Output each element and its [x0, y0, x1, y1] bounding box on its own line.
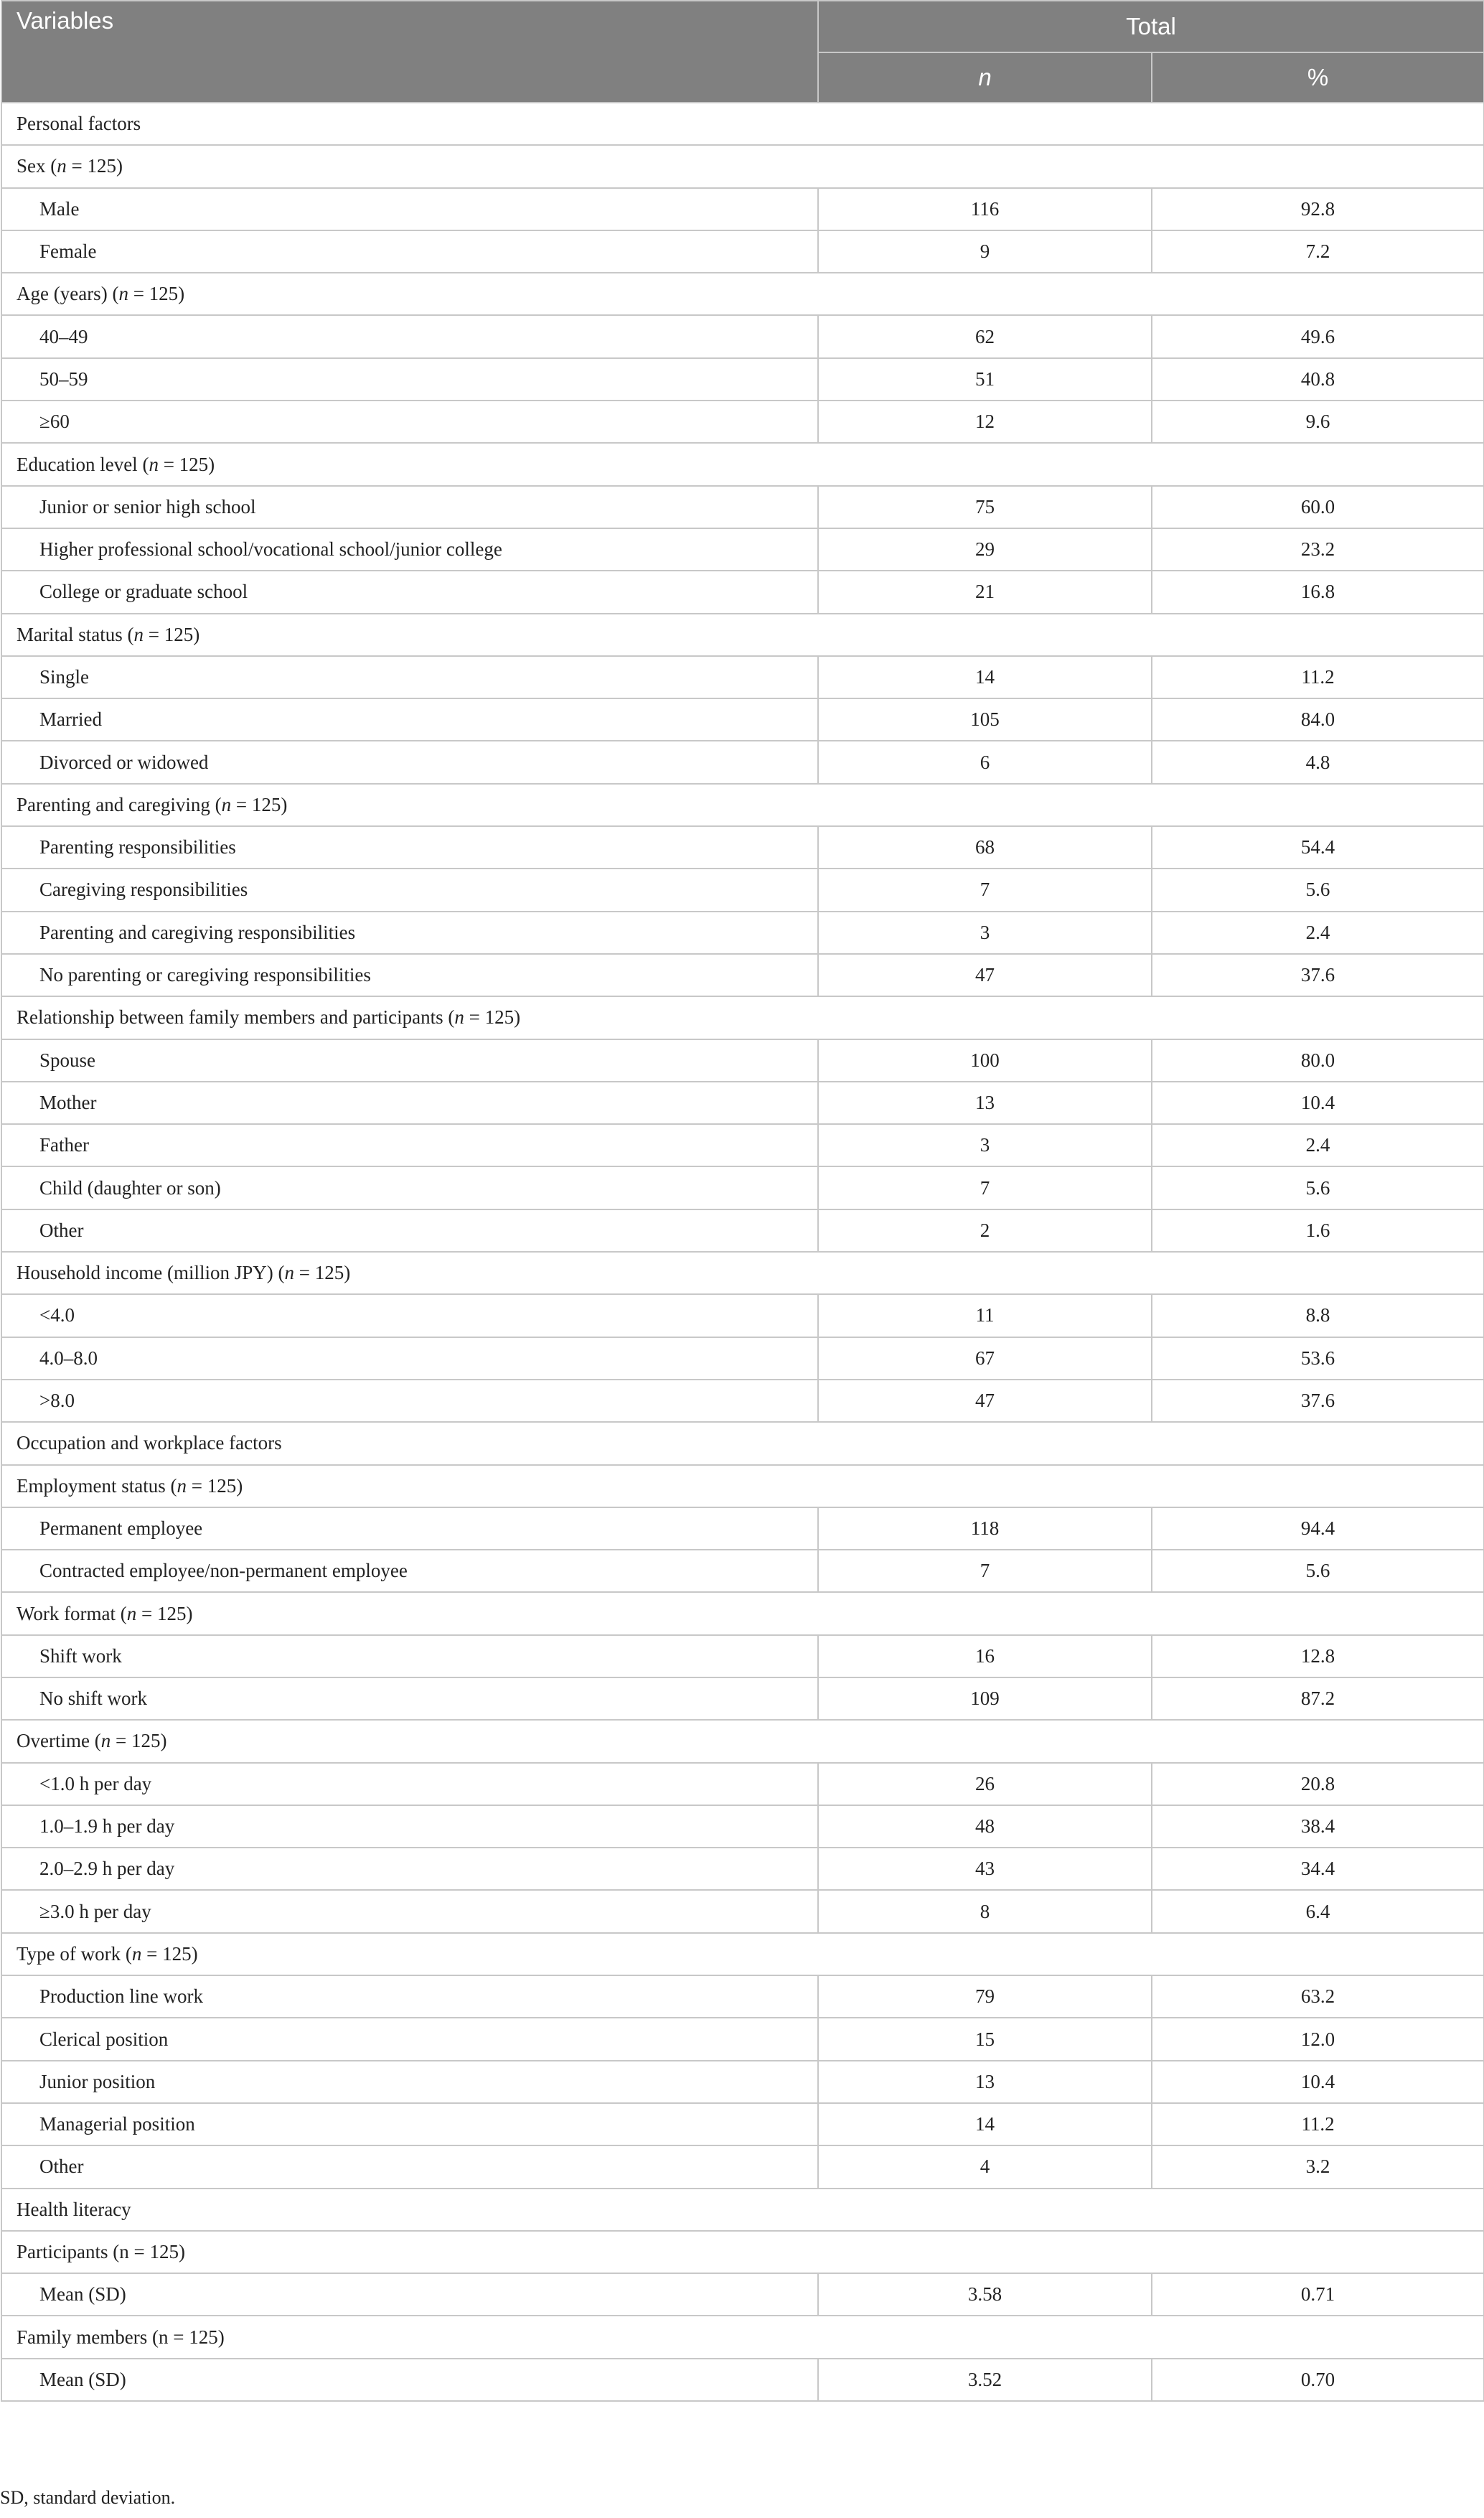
- group-n-prefix: (: [165, 1474, 177, 1497]
- group-n-symbol: n: [126, 1602, 137, 1624]
- row-label: <1.0 h per day: [1, 1763, 818, 1805]
- row-percent-value: 11.2: [1152, 656, 1484, 698]
- row-percent-value: 94.4: [1152, 1507, 1484, 1550]
- row-label: Single: [1, 656, 818, 698]
- row-percent-value: 10.4: [1152, 1082, 1484, 1124]
- row-n-value: 13: [818, 2061, 1152, 2103]
- row-percent-value: 12.8: [1152, 1635, 1484, 1677]
- row-percent-value: 23.2: [1152, 528, 1484, 571]
- group-n-equals: =: [136, 1602, 158, 1624]
- row-label: Female: [1, 230, 818, 273]
- table-row: [1, 1677, 1484, 1720]
- row-label: Mean (SD): [1, 2273, 818, 2316]
- characteristics-table: [1, 0, 1484, 2402]
- row-label: >8.0: [1, 1380, 818, 1422]
- group-n-prefix: (: [210, 793, 222, 815]
- group-label-cell: [1, 2231, 1484, 2273]
- group-label: Type of work: [17, 1942, 121, 1965]
- row-percent-value: 53.6: [1152, 1337, 1484, 1380]
- table-row: [1, 1380, 1484, 1422]
- group-n-suffix: ): [160, 1730, 167, 1752]
- group-n-equals: =: [141, 1942, 163, 1965]
- row-n-value: 47: [818, 1380, 1152, 1422]
- row-n-value: 6: [818, 741, 1152, 783]
- group-n-equals: =: [128, 283, 149, 305]
- group-n-value: 125: [484, 1006, 515, 1029]
- row-percent-value: 0.70: [1152, 2359, 1484, 2401]
- group-n-prefix: (: [147, 2326, 159, 2348]
- row-n-value: 75: [818, 486, 1152, 528]
- row-label: ≥3.0 h per day: [1, 1890, 818, 1932]
- group-header-row: [1, 1252, 1484, 1294]
- row-percent-value: 4.8: [1152, 741, 1484, 783]
- group-n-equals: =: [231, 793, 252, 815]
- row-n-value: 13: [818, 1082, 1152, 1124]
- group-label-cell: [1, 145, 1484, 187]
- group-n-value: 125: [189, 2326, 218, 2348]
- table-row: [1, 1124, 1484, 1166]
- table-row: [1, 1805, 1484, 1848]
- total-header: Total: [818, 1, 1484, 52]
- row-percent-value: 49.6: [1152, 315, 1484, 357]
- group-label-cell: [1, 1720, 1484, 1762]
- row-label: Caregiving responsibilities: [1, 869, 818, 911]
- row-percent-value: 5.6: [1152, 1166, 1484, 1209]
- row-n-value: 67: [818, 1337, 1152, 1380]
- group-n-equals: =: [143, 623, 164, 645]
- n-header: n: [818, 52, 1152, 103]
- group-n-value: 125: [157, 1602, 187, 1624]
- group-n-prefix: (: [45, 155, 57, 177]
- row-percent-value: 10.4: [1152, 2061, 1484, 2103]
- group-header-row: [1, 443, 1484, 485]
- table-row: [1, 741, 1484, 783]
- row-label: Other: [1, 1209, 818, 1252]
- row-n-value: 105: [818, 698, 1152, 741]
- group-label: Employment status: [17, 1474, 166, 1497]
- group-n-suffix: ): [514, 1006, 521, 1029]
- table-row: [1, 1166, 1484, 1209]
- row-label: Parenting responsibilities: [1, 826, 818, 869]
- table-row: [1, 2103, 1484, 2145]
- table-row: [1, 1337, 1484, 1380]
- row-label: Spouse: [1, 1039, 818, 1082]
- row-percent-value: 40.8: [1152, 358, 1484, 401]
- row-label: Father: [1, 1124, 818, 1166]
- row-percent-value: 54.4: [1152, 826, 1484, 869]
- group-n-symbol: n: [221, 793, 232, 815]
- row-percent-value: 2.4: [1152, 1124, 1484, 1166]
- table-row: [1, 528, 1484, 571]
- row-label: Divorced or widowed: [1, 741, 818, 783]
- table-footnote: SD, standard deviation.: [0, 2487, 176, 2508]
- row-label: Child (daughter or son): [1, 1166, 818, 1209]
- row-label: Parenting and caregiving responsibilities: [1, 912, 818, 954]
- row-percent-value: 9.6: [1152, 401, 1484, 443]
- table-row: [1, 869, 1484, 911]
- group-label-cell: [1, 2316, 1484, 2358]
- row-n-value: 116: [818, 188, 1152, 230]
- group-label: Age (years): [17, 283, 108, 305]
- table-row: [1, 826, 1484, 869]
- row-n-value: 11: [818, 1294, 1152, 1337]
- row-n-value: 7: [818, 1550, 1152, 1592]
- header-row-top: [1, 1, 1484, 52]
- group-n-equals: =: [168, 2326, 189, 2348]
- row-n-value: 8: [818, 1890, 1152, 1932]
- group-n-suffix: ): [344, 1262, 351, 1284]
- group-n-suffix: ): [116, 155, 123, 177]
- group-n-suffix: ): [191, 1942, 198, 1965]
- row-n-value: 21: [818, 571, 1152, 613]
- table-row: [1, 912, 1484, 954]
- group-n-symbol: n: [57, 155, 67, 177]
- row-n-value: 51: [818, 358, 1152, 401]
- row-n-value: 3.52: [818, 2359, 1152, 2401]
- group-label-cell: [1, 1252, 1484, 1294]
- group-label: Overtime: [17, 1730, 90, 1752]
- group-label: Parenting and caregiving: [17, 793, 210, 815]
- group-n-suffix: ): [178, 283, 185, 305]
- row-label: No parenting or caregiving responsibilities: [1, 954, 818, 996]
- table-header: [1, 1, 1484, 103]
- section-label: Personal factors: [1, 103, 1484, 145]
- group-n-prefix: (: [121, 1942, 132, 1965]
- group-n-prefix: (: [108, 2240, 120, 2262]
- row-label: Managerial position: [1, 2103, 818, 2145]
- group-label: Marital status: [17, 623, 123, 645]
- row-percent-value: 11.2: [1152, 2103, 1484, 2145]
- row-label: Junior or senior high school: [1, 486, 818, 528]
- section-label: Occupation and workplace factors: [1, 1422, 1484, 1464]
- row-label: Permanent employee: [1, 1507, 818, 1550]
- table-row: [1, 1763, 1484, 1805]
- group-n-prefix: (: [273, 1262, 285, 1284]
- group-n-value: 125: [162, 1942, 192, 1965]
- group-n-equals: =: [66, 155, 88, 177]
- group-n-equals: =: [111, 1730, 131, 1752]
- row-percent-value: 7.2: [1152, 230, 1484, 273]
- group-label: Work format: [17, 1602, 116, 1624]
- group-n-value: 125: [179, 453, 209, 475]
- row-n-value: 48: [818, 1805, 1152, 1848]
- group-n-value: 125: [149, 2240, 179, 2262]
- group-header-row: [1, 614, 1484, 656]
- group-n-prefix: (: [137, 453, 149, 475]
- percent-header: %: [1152, 52, 1484, 103]
- row-n-value: 12: [818, 401, 1152, 443]
- table-row: [1, 1550, 1484, 1592]
- table-row: [1, 1209, 1484, 1252]
- group-n-prefix: (: [443, 1006, 455, 1029]
- group-label: Household income (million JPY): [17, 1262, 273, 1284]
- section-header-row: [1, 103, 1484, 145]
- row-percent-value: 37.6: [1152, 1380, 1484, 1422]
- group-header-row: [1, 273, 1484, 315]
- group-header-row: [1, 996, 1484, 1039]
- row-label: Clerical position: [1, 2018, 818, 2060]
- row-n-value: 26: [818, 1763, 1152, 1805]
- row-percent-value: 3.2: [1152, 2145, 1484, 2188]
- group-label-cell: [1, 443, 1484, 485]
- section-header-row: [1, 1422, 1484, 1464]
- group-n-symbol: n: [454, 1006, 464, 1029]
- table-row: [1, 954, 1484, 996]
- variables-header: Variables: [1, 1, 818, 103]
- row-n-value: 109: [818, 1677, 1152, 1720]
- row-percent-value: 37.6: [1152, 954, 1484, 996]
- row-label: 50–59: [1, 358, 818, 401]
- row-label: 40–49: [1, 315, 818, 357]
- table-row: [1, 188, 1484, 230]
- table-row: [1, 230, 1484, 273]
- group-header-row: [1, 784, 1484, 826]
- row-percent-value: 16.8: [1152, 571, 1484, 613]
- group-n-value: 125: [251, 793, 281, 815]
- row-label: Shift work: [1, 1635, 818, 1677]
- group-n-suffix: ): [208, 453, 215, 475]
- group-header-row: [1, 2316, 1484, 2358]
- row-label: Married: [1, 698, 818, 741]
- table-row: [1, 2359, 1484, 2401]
- group-n-symbol: n: [131, 1942, 142, 1965]
- group-label-cell: [1, 1933, 1484, 1975]
- group-header-row: [1, 1933, 1484, 1975]
- row-n-value: 3: [818, 912, 1152, 954]
- group-n-suffix: ): [186, 1602, 193, 1624]
- group-n-symbol: n: [158, 2326, 169, 2348]
- group-header-row: [1, 145, 1484, 187]
- group-n-suffix: ): [217, 2326, 225, 2348]
- group-n-suffix: ): [236, 1474, 243, 1497]
- group-header-row: [1, 1465, 1484, 1507]
- row-n-value: 14: [818, 2103, 1152, 2145]
- row-n-value: 43: [818, 1848, 1152, 1890]
- table-row: [1, 571, 1484, 613]
- row-label: 4.0–8.0: [1, 1337, 818, 1380]
- row-label: Contracted employee/non-permanent employee: [1, 1550, 818, 1592]
- group-n-value: 125: [87, 155, 116, 177]
- row-percent-value: 5.6: [1152, 1550, 1484, 1592]
- group-n-suffix: ): [178, 2240, 185, 2262]
- table-row: [1, 2145, 1484, 2188]
- row-percent-value: 6.4: [1152, 1890, 1484, 1932]
- table-row: [1, 1848, 1484, 1890]
- group-n-prefix: (: [122, 623, 134, 645]
- row-percent-value: 0.71: [1152, 2273, 1484, 2316]
- group-label-cell: [1, 784, 1484, 826]
- table-row: [1, 315, 1484, 357]
- row-n-value: 16: [818, 1635, 1152, 1677]
- group-label: Education level: [17, 453, 138, 475]
- group-n-symbol: n: [149, 453, 159, 475]
- table-row: [1, 486, 1484, 528]
- row-percent-value: 34.4: [1152, 1848, 1484, 1890]
- table-row: [1, 1635, 1484, 1677]
- row-label: Higher professional school/vocational school/junior college: [1, 528, 818, 571]
- row-n-value: 118: [818, 1507, 1152, 1550]
- row-n-value: 100: [818, 1039, 1152, 1082]
- table-row: [1, 1975, 1484, 2018]
- table-body: [1, 103, 1484, 2401]
- group-n-symbol: n: [133, 623, 144, 645]
- group-n-equals: =: [464, 1006, 485, 1029]
- table-row: [1, 358, 1484, 401]
- row-n-value: 14: [818, 656, 1152, 698]
- table-row: [1, 698, 1484, 741]
- group-label-cell: [1, 1592, 1484, 1634]
- group-n-value: 125: [207, 1474, 237, 1497]
- row-label: 1.0–1.9 h per day: [1, 1805, 818, 1848]
- row-label: Production line work: [1, 1975, 818, 2018]
- group-n-equals: =: [293, 1262, 315, 1284]
- group-label-cell: [1, 614, 1484, 656]
- row-percent-value: 84.0: [1152, 698, 1484, 741]
- row-n-value: 3.58: [818, 2273, 1152, 2316]
- row-n-value: 3: [818, 1124, 1152, 1166]
- row-label: No shift work: [1, 1677, 818, 1720]
- row-n-value: 79: [818, 1975, 1152, 2018]
- row-percent-value: 63.2: [1152, 1975, 1484, 2018]
- group-label: Family members: [17, 2326, 148, 2348]
- group-n-prefix: (: [116, 1602, 127, 1624]
- row-percent-value: 38.4: [1152, 1805, 1484, 1848]
- row-percent-value: 20.8: [1152, 1763, 1484, 1805]
- row-percent-value: 12.0: [1152, 2018, 1484, 2060]
- table-row: [1, 2018, 1484, 2060]
- group-header-row: [1, 1592, 1484, 1634]
- row-n-value: 2: [818, 1209, 1152, 1252]
- table-row: [1, 1294, 1484, 1337]
- row-n-value: 62: [818, 315, 1152, 357]
- table-row: [1, 2061, 1484, 2103]
- row-percent-value: 80.0: [1152, 1039, 1484, 1082]
- row-percent-value: 8.8: [1152, 1294, 1484, 1337]
- row-label: Mother: [1, 1082, 818, 1124]
- group-label-cell: [1, 1465, 1484, 1507]
- row-n-value: 9: [818, 230, 1152, 273]
- row-label: Mean (SD): [1, 2359, 818, 2401]
- row-percent-value: 5.6: [1152, 869, 1484, 911]
- table-row: [1, 1890, 1484, 1932]
- table-row: [1, 1082, 1484, 1124]
- row-n-value: 7: [818, 869, 1152, 911]
- section-label: Health literacy: [1, 2189, 1484, 2231]
- group-label: Participants: [17, 2240, 108, 2262]
- group-n-symbol: n: [284, 1262, 294, 1284]
- row-label: <4.0: [1, 1294, 818, 1337]
- group-header-row: [1, 1720, 1484, 1762]
- row-n-value: 7: [818, 1166, 1152, 1209]
- row-percent-value: 1.6: [1152, 1209, 1484, 1252]
- group-n-equals: =: [128, 2240, 150, 2262]
- row-percent-value: 60.0: [1152, 486, 1484, 528]
- row-label: Junior position: [1, 2061, 818, 2103]
- row-label: Male: [1, 188, 818, 230]
- group-n-equals: =: [186, 1474, 207, 1497]
- table-row: [1, 656, 1484, 698]
- group-header-row: [1, 2231, 1484, 2273]
- row-n-value: 47: [818, 954, 1152, 996]
- group-label-cell: [1, 273, 1484, 315]
- group-label: Relationship between family members and participants: [17, 1006, 443, 1029]
- row-label: 2.0–2.9 h per day: [1, 1848, 818, 1890]
- row-n-value: 15: [818, 2018, 1152, 2060]
- group-n-symbol: n: [119, 2240, 129, 2262]
- row-percent-value: 92.8: [1152, 188, 1484, 230]
- row-percent-value: 2.4: [1152, 912, 1484, 954]
- table-row: [1, 1039, 1484, 1082]
- group-n-suffix: ): [281, 793, 288, 815]
- row-n-value: 4: [818, 2145, 1152, 2188]
- group-n-suffix: ): [193, 623, 200, 645]
- group-label: Sex: [17, 155, 46, 177]
- group-n-value: 125: [314, 1262, 344, 1284]
- row-percent-value: 87.2: [1152, 1677, 1484, 1720]
- group-n-value: 125: [149, 283, 179, 305]
- group-n-prefix: (: [89, 1730, 101, 1752]
- row-label: Other: [1, 2145, 818, 2188]
- table-row: [1, 401, 1484, 443]
- group-n-symbol: n: [100, 1730, 111, 1752]
- group-n-equals: =: [158, 453, 179, 475]
- group-label-cell: [1, 996, 1484, 1039]
- row-label: College or graduate school: [1, 571, 818, 613]
- group-n-prefix: (: [107, 283, 119, 305]
- row-n-value: 29: [818, 528, 1152, 571]
- group-n-value: 125: [131, 1730, 161, 1752]
- row-n-value: 68: [818, 826, 1152, 869]
- table-row: [1, 1507, 1484, 1550]
- group-n-symbol: n: [118, 283, 128, 305]
- row-label: ≥60: [1, 401, 818, 443]
- group-n-symbol: n: [177, 1474, 187, 1497]
- table-row: [1, 2273, 1484, 2316]
- section-header-row: [1, 2189, 1484, 2231]
- group-n-value: 125: [164, 623, 194, 645]
